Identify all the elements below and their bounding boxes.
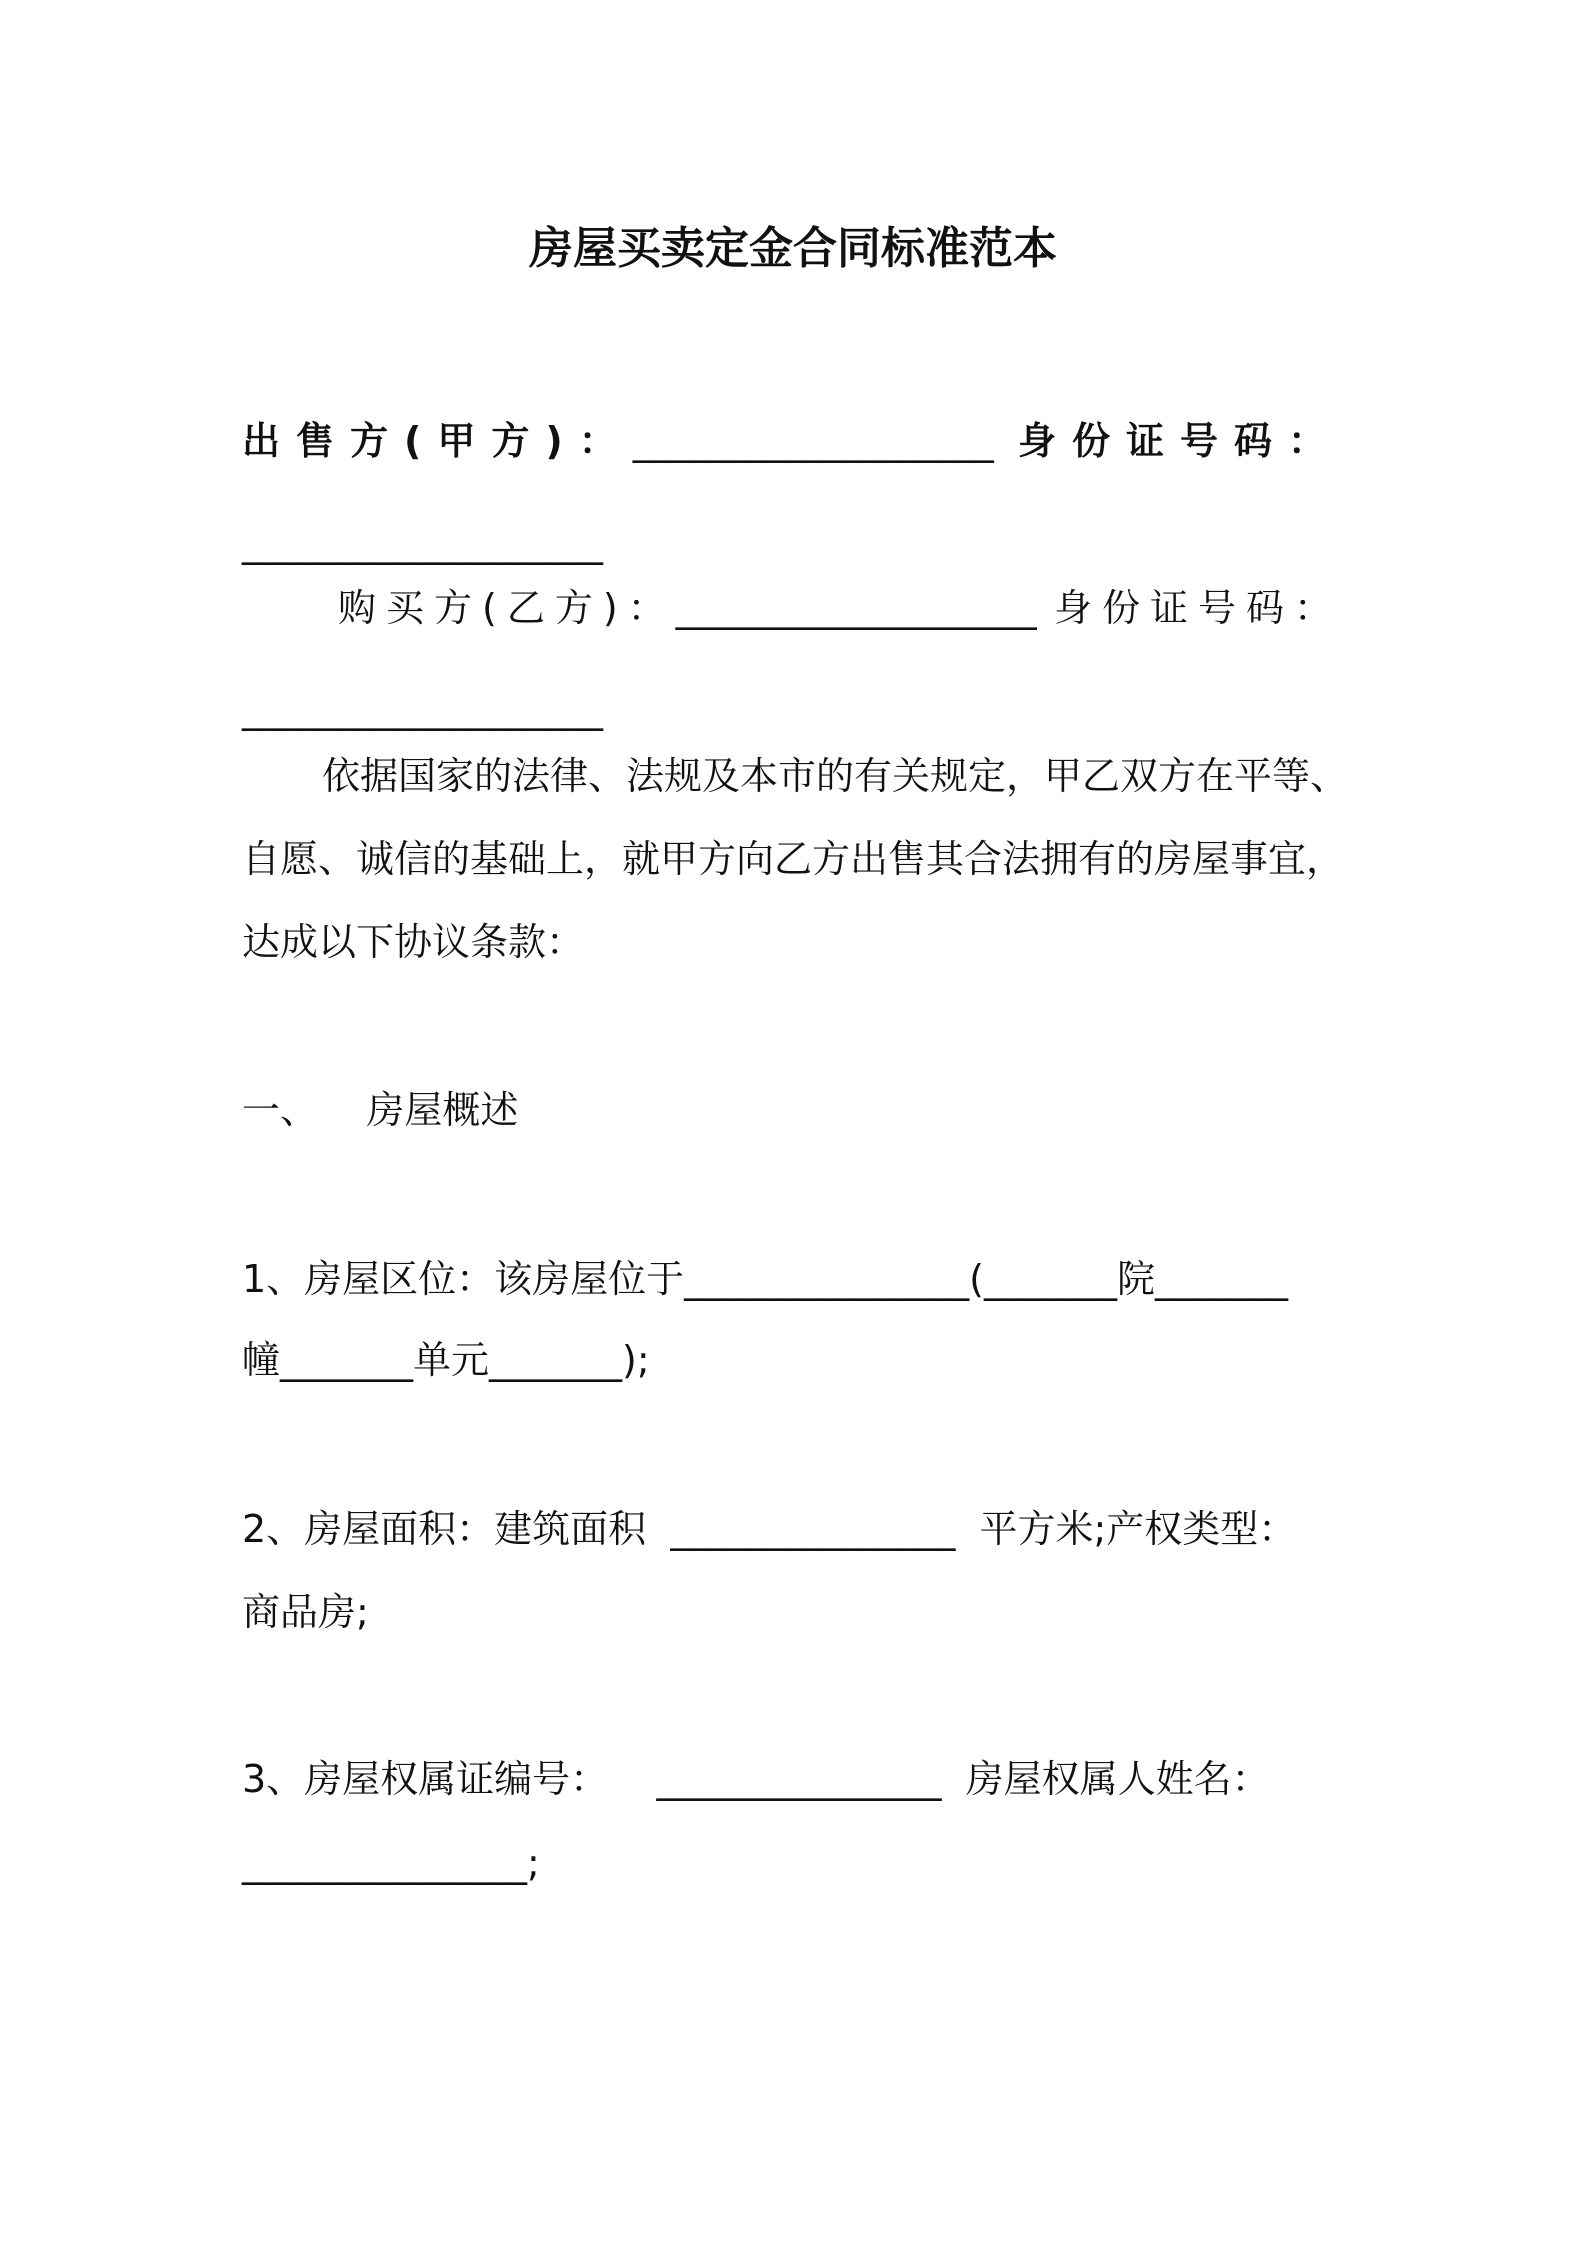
seller-field — [242, 418, 994, 464]
item-1-location-line-2: 幢_______单元_______); — [242, 1338, 650, 1382]
intro-paragraph-line-1: 依据国家的法律、法规及本市的有关规定，甲乙双方在平等、 — [322, 754, 1349, 798]
buyer-row — [338, 585, 1342, 631]
intro-paragraph-line-3: 达成以下协议条款： — [242, 920, 585, 964]
seller-row — [242, 418, 1342, 464]
item-3-certificate-line-2: _______________; — [242, 1841, 540, 1885]
item-2-area-line-2: 商品房; — [242, 1590, 369, 1634]
seller-id-blank: ___________________ — [242, 521, 603, 565]
document-title: 房屋买卖定金合同标准范本 — [529, 223, 1057, 274]
buyer-id-blank: ___________________ — [242, 687, 603, 731]
buyer-id-label: 身份证号码： — [1053, 586, 1342, 630]
item-2-area-line-1: 2、房屋面积：建筑面积 _______________ 平方米;产权类型： — [242, 1507, 1297, 1551]
intro-paragraph-line-2: 自愿、诚信的基础上，就甲方向乙方出售其合法拥有的房屋事宜， — [242, 837, 1345, 881]
section-heading-property-overview: 一、 房屋概述 — [242, 1088, 519, 1132]
seller-id-label: 身份证号码： — [1017, 419, 1342, 463]
item-1-location-line-1: 1、房屋区位：该房屋位于_______________(_______院_______ — [242, 1257, 1289, 1301]
item-3-certificate-line-1: 3、房屋权属证编号： _______________ 房屋权属人姓名： — [242, 1757, 1270, 1801]
buyer-field — [338, 585, 1037, 631]
seller-label: 出售方(甲方)： — [242, 419, 633, 463]
seller-name-blank: ___________________ — [632, 419, 994, 463]
buyer-label: 购买方(乙方)： — [338, 586, 676, 630]
buyer-name-blank: ___________________ — [675, 586, 1037, 630]
